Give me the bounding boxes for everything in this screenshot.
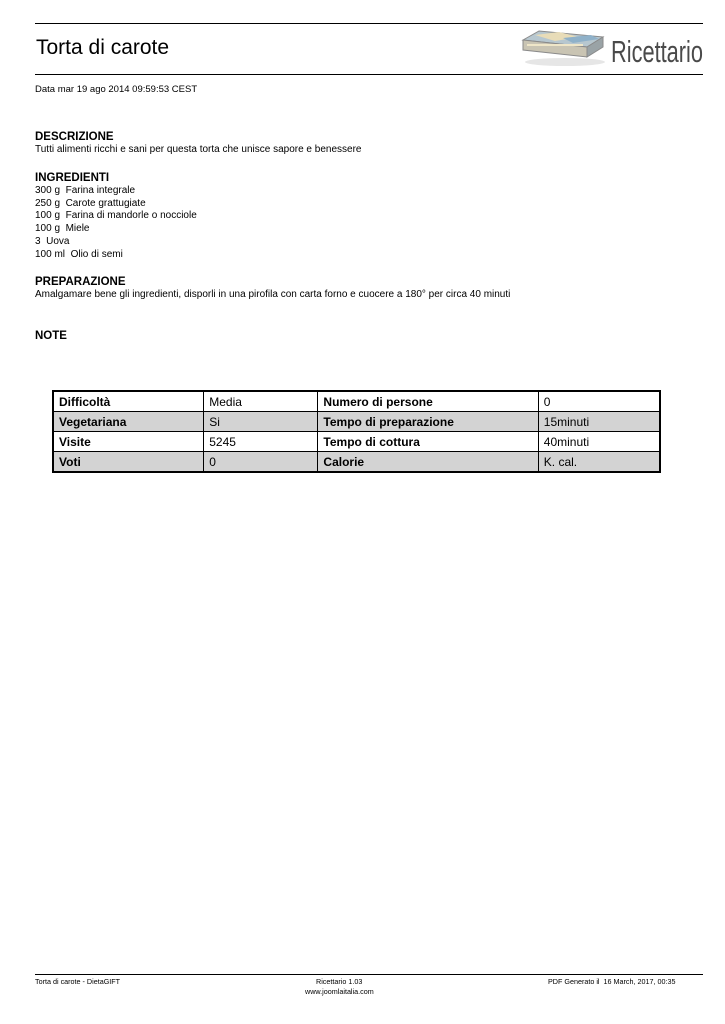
header-bottom-rule bbox=[35, 74, 703, 75]
table-cell-value: 5245 bbox=[204, 432, 318, 452]
logo-wordmark: Ricettario bbox=[611, 34, 703, 69]
table-cell-key: Tempo di preparazione bbox=[318, 412, 538, 432]
header-top-rule bbox=[35, 23, 703, 24]
descrizione-text: Tutti alimenti ricchi e sani per questa torta che unisce sapore e benessere bbox=[35, 144, 362, 155]
ingredient-item: 100 g Farina di mandorle o nocciole bbox=[35, 210, 197, 222]
table-row bbox=[53, 391, 660, 412]
ingredient-item: 300 g Farina integrale bbox=[35, 185, 136, 196]
ingredienti-heading: INGREDIENTI bbox=[35, 172, 110, 184]
footer-center-text: Ricettario 1.03 bbox=[316, 977, 363, 986]
table-cell-value: K. cal. bbox=[538, 452, 660, 473]
table-cell-key: Visite bbox=[53, 432, 204, 452]
descrizione-heading: DESCRIZIONE bbox=[35, 131, 114, 143]
table-cell-key: Voti bbox=[53, 452, 204, 473]
table-cell-value: 15minuti bbox=[538, 412, 660, 432]
table-cell-key: Tempo di cottura bbox=[318, 432, 538, 452]
ingredienti-section bbox=[35, 171, 197, 261]
table-row bbox=[53, 412, 660, 432]
ingredient-item: 100 g Miele bbox=[35, 223, 90, 235]
descrizione-section bbox=[35, 130, 361, 157]
preparazione-section bbox=[35, 275, 510, 302]
footer-url[interactable]: www.joomlaitalia.com bbox=[305, 987, 374, 996]
footer-rule bbox=[35, 974, 703, 975]
page-title: Torta di carote bbox=[36, 36, 170, 59]
table-cell-value: 0 bbox=[538, 391, 660, 412]
table-cell-key: Calorie bbox=[318, 452, 538, 473]
ingredient-item: 3 Uova bbox=[35, 235, 70, 247]
table-cell-key: Difficoltà bbox=[53, 391, 204, 412]
table-cell-key: Numero di persone bbox=[318, 391, 538, 412]
preparazione-heading: PREPARAZIONE bbox=[35, 276, 126, 288]
note-heading: NOTE bbox=[35, 330, 67, 342]
note-section bbox=[35, 329, 67, 343]
ingredient-item: 250 g Carote grattugiate bbox=[35, 197, 146, 209]
table-cell-value: 40minuti bbox=[538, 432, 660, 452]
recipe-info-table bbox=[52, 390, 661, 473]
table-cell-key: Vegetariana bbox=[53, 412, 204, 432]
footer-left-text: Torta di carote - DietaGIFT bbox=[35, 977, 121, 986]
ricettario-logo bbox=[521, 26, 705, 72]
ingredient-item: 100 ml Olio di semi bbox=[35, 248, 123, 260]
table-cell-value: Media bbox=[204, 391, 318, 412]
table-row bbox=[53, 452, 660, 473]
table-cell-value: 0 bbox=[204, 452, 318, 473]
table-cell-value: Si bbox=[204, 412, 318, 432]
footer-right-text: PDF Generato il 16 March, 2017, 00:35 bbox=[548, 977, 676, 986]
document-date: Data mar 19 ago 2014 09:59:53 CEST bbox=[35, 84, 198, 95]
table-row bbox=[53, 432, 660, 452]
preparazione-text: Amalgamare bene gli ingredienti, disporli in una pirofila con carta forno e cuocere a 180° per circa 40 minuti bbox=[35, 289, 511, 300]
